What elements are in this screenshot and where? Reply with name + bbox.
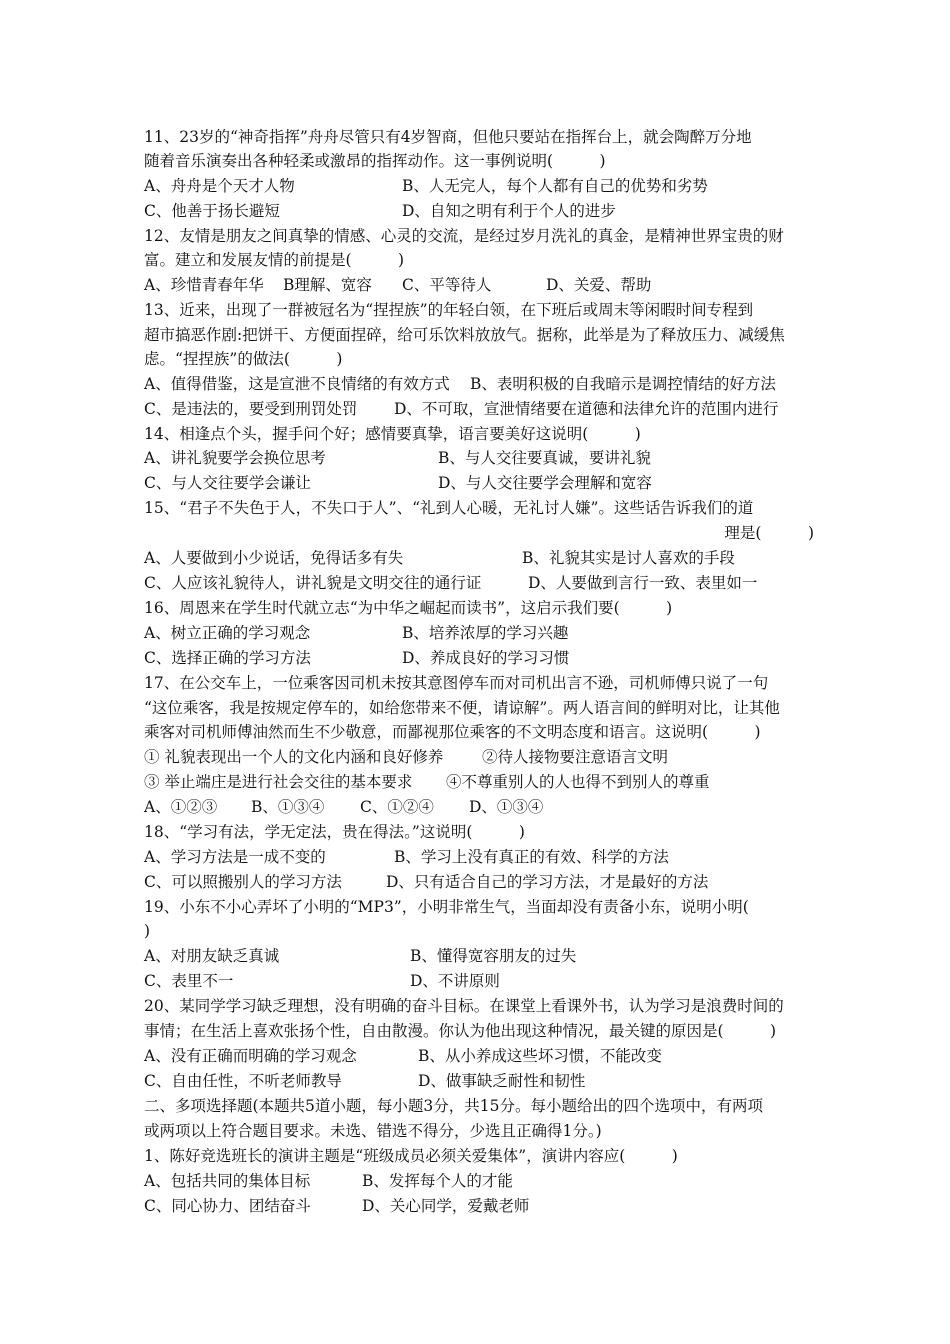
q19-stem-line-2: ) xyxy=(144,922,151,940)
option-c: C、可以照搬别人的学习方法 xyxy=(144,873,342,891)
q20-stem-line-1: 20、某同学学习缺乏理想，没有明确的奋斗目标。在课堂上看课外书，认为学习是浪费时间的 xyxy=(144,997,784,1015)
q17-stem-line-2: “这位乘客，我是按规定停车的，如给您带来不便，请谅解”。两人语言间的鲜明对比，让其他 xyxy=(144,699,780,717)
statement-3: ③ 举止端庄是进行社会交往的基本要求 xyxy=(144,773,413,791)
option-b: B、表明积极的自我暗示是调控情结的好方法 xyxy=(470,375,776,393)
option-b: B理解、宽容 xyxy=(283,276,372,294)
statement-2: ②待人接物要注意语言文明 xyxy=(482,748,669,766)
option-a: A、珍惜青春年华 xyxy=(144,276,264,294)
option-d: D、做事缺乏耐性和韧性 xyxy=(418,1072,586,1090)
option-a: A、树立正确的学习观念 xyxy=(144,624,311,642)
statement-1: ① 礼貌表现出一个人的文化内涵和良好修养 xyxy=(144,748,444,766)
q19-stem-line-1: 19、小东不小心弄坏了小明的“MP3”，小明非常生气，当面却没有责备小东，说明小明( xyxy=(144,898,749,916)
option-a: A、讲礼貌要学会换位思考 xyxy=(144,449,326,467)
option-d: D、养成良好的学习习惯 xyxy=(402,649,570,667)
option-d: D、只有适合自己的学习方法，才是最好的方法 xyxy=(386,873,709,891)
option-a: A、对朋友缺乏真诚 xyxy=(144,947,280,965)
option-c: C、与人交往要学会谦让 xyxy=(144,474,311,492)
option-a: A、①②③ xyxy=(144,798,218,816)
option-c: C、自由任性，不听老师教导 xyxy=(144,1072,342,1090)
q20-stem-line-2: 事情；在生活上喜欢张扬个性，自由散漫。你认为他出现这种情况，最关键的原因是( ) xyxy=(144,1022,777,1040)
option-c: C、选择正确的学习方法 xyxy=(144,649,311,667)
q11-stem-line-2: 随着音乐演奏出各种轻柔或激昂的指挥动作。这一事例说明( ) xyxy=(144,152,606,170)
option-b: B、发挥每个人的才能 xyxy=(362,1172,513,1190)
option-c: C、表里不一 xyxy=(144,972,234,990)
option-d: D、人要做到言行一致、表里如一 xyxy=(528,574,758,592)
q11-stem-line-1: 11、23岁的“神奇指挥”舟舟尽管只有4岁智商，但他只要站在指挥台上，就会陶醉万分地 xyxy=(144,128,752,146)
option-c: C、人应该礼貌待人，讲礼貌是文明交往的通行证 xyxy=(144,574,482,592)
q16-stem: 16、周恩来在学生时代就立志“为中华之崛起而读书”，这启示我们要( ) xyxy=(144,599,673,617)
option-c: C、是违法的，要受到刑罚处罚 xyxy=(144,400,358,418)
q15-stem-line-1: 15、“君子不失色于人，不失口于人”、“礼到人心暖，无礼讨人嫌”。这些话告诉我们的道 xyxy=(144,499,754,517)
option-b: B、礼貌其实是讨人喜欢的手段 xyxy=(522,549,735,567)
option-c: C、同心协力、团结奋斗 xyxy=(144,1197,311,1215)
option-c: C、①②④ xyxy=(360,798,434,816)
option-b: B、学习上没有真正的有效、科学的方法 xyxy=(394,848,669,866)
option-b: B、人无完人，每个人都有自己的优势和劣势 xyxy=(402,177,708,195)
option-b: B、从小养成这些坏习惯，不能改变 xyxy=(418,1047,662,1065)
q12-stem-line-2: 富。建立和发展友情的前提是( ) xyxy=(144,251,405,269)
q17-stem-line-1: 17、在公交车上，一位乘客因司机未按其意图停车而对司机出言不逊，司机师傅只说了一句 xyxy=(144,674,769,692)
statement-4: ④不尊重别人的人也得不到别人的尊重 xyxy=(446,773,710,791)
option-a: A、舟舟是个天才人物 xyxy=(144,177,295,195)
option-d: D、与人交往要学会理解和宽容 xyxy=(438,474,652,492)
option-d: D、关心同学，爱戴老师 xyxy=(362,1197,530,1215)
q13-stem-line-2: 超市搞恶作剧:把饼干、方便面捏碎，给可乐饮料放放气。据称，此举是为了释放压力、减缓焦 xyxy=(144,326,785,344)
option-c: C、他善于扬长避短 xyxy=(144,202,280,220)
option-d: D、不讲原则 xyxy=(410,972,500,990)
s2q1-stem: 1、陈好竞选班长的演讲主题是“班级成员必须关爱集体”，演讲内容应( ) xyxy=(144,1147,678,1165)
q14-stem: 14、相逢点个头，握手问个好；感情要真挚，语言要美好这说明( ) xyxy=(144,425,641,443)
option-a: A、人要做到小少说话，免得话多有失 xyxy=(144,549,404,567)
option-b: B、懂得宽容朋友的过失 xyxy=(410,947,577,965)
option-a: A、值得借鉴，这是宣泄不良情绪的有效方式 xyxy=(144,375,450,393)
option-a: A、没有正确而明确的学习观念 xyxy=(144,1047,357,1065)
section2-heading-line-2: 或两项以上符合题目要求。未选、错选不得分，少选且正确得1分。) xyxy=(144,1122,602,1140)
option-b: B、①③④ xyxy=(251,798,325,816)
q13-stem-line-3: 虑。“捏捏族”的做法( ) xyxy=(144,350,343,368)
option-b: B、与人交往要真诚，要讲礼貌 xyxy=(438,449,651,467)
q15-stem-line-2: 理是( ) xyxy=(724,524,814,542)
option-d: D、关爱、帮助 xyxy=(546,276,652,294)
q17-stem-line-3: 乘客对司机师傅油然而生不少敬意，而鄙视那位乘客的不文明态度和语言。这说明( ) xyxy=(144,723,761,741)
q12-stem-line-1: 12、友情是朋友之间真挚的情感、心灵的交流，是经过岁月洗礼的真金，是精神世界宝贵的财 xyxy=(144,227,784,245)
q18-stem: 18、“学习有法，学无定法，贵在得法。”这说明( ) xyxy=(144,823,525,841)
option-a: A、包括共同的集体目标 xyxy=(144,1172,311,1190)
option-c: C、平等待人 xyxy=(402,276,492,294)
section2-heading-line-1: 二、多项选择题(本题共5道小题，每小题3分，共15分。每小题给出的四个选项中，有两项 xyxy=(144,1097,763,1115)
option-b: B、培养浓厚的学习兴趣 xyxy=(402,624,569,642)
option-a: A、学习方法是一成不变的 xyxy=(144,848,326,866)
option-d: D、自知之明有利于个人的进步 xyxy=(402,202,616,220)
option-d: D、①③④ xyxy=(469,798,544,816)
q13-stem-line-1: 13、近来，出现了一群被冠名为“捏捏族”的年轻白领，在下班后或周末等闲暇时间专程到 xyxy=(144,301,754,319)
option-d: D、不可取，宣泄情绪要在道德和法律允许的范围内进行 xyxy=(394,400,779,418)
